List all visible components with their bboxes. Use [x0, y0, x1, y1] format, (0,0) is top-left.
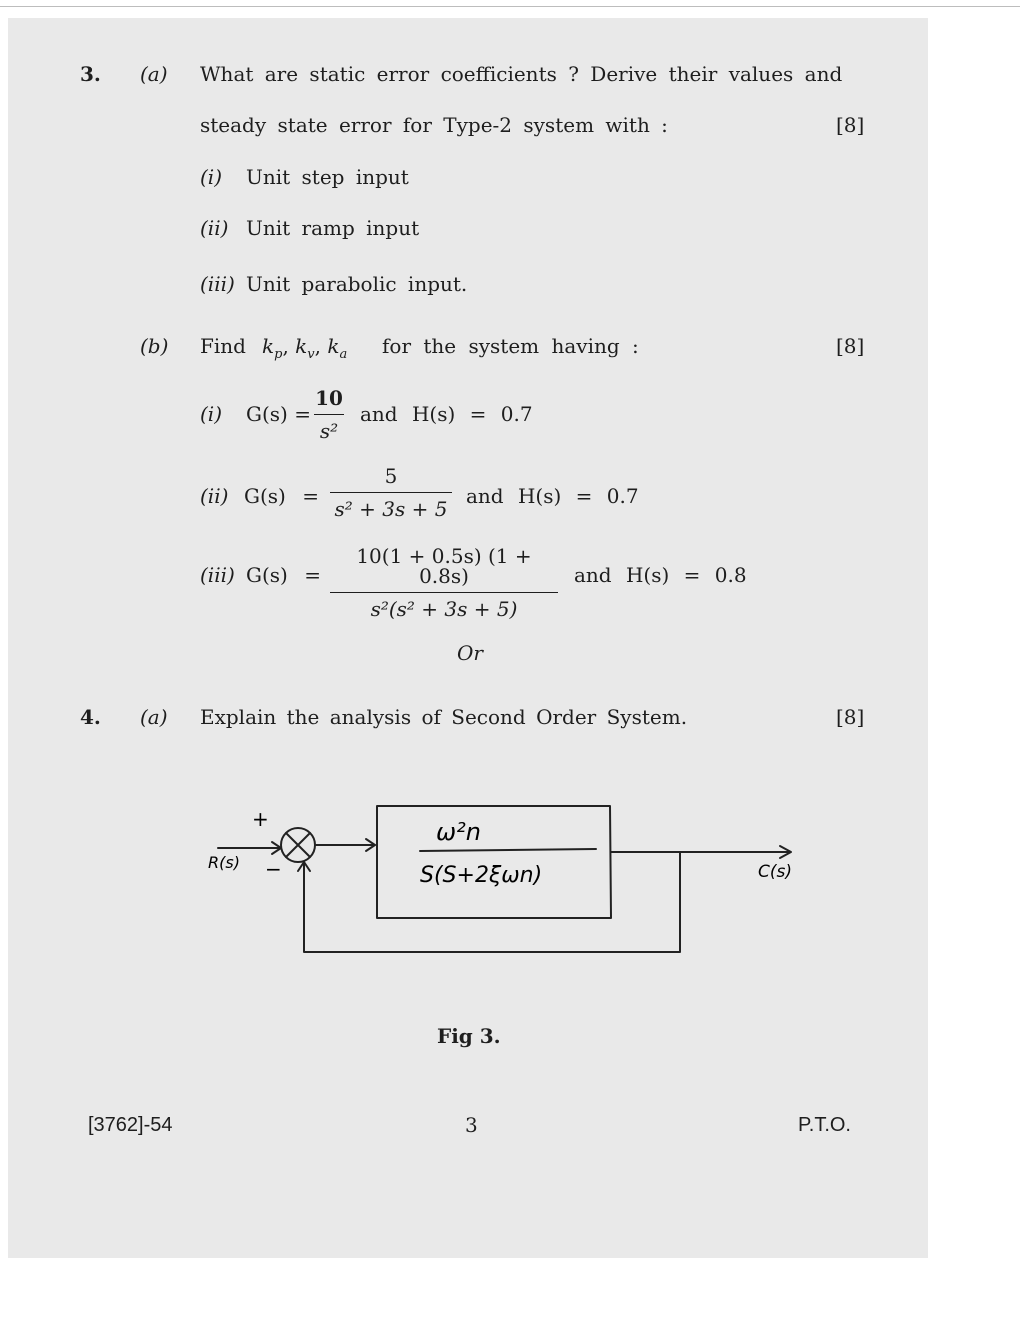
output-label: C(s): [758, 862, 792, 882]
q3b-text-tail: for the system having :: [382, 334, 639, 358]
q4a-marks: [8]: [836, 705, 865, 729]
pto-label: P.T.O.: [798, 1114, 851, 1136]
figure-caption: Fig 3.: [437, 1024, 501, 1048]
eq2-denominator: s² + 3s + 5: [334, 497, 448, 521]
q3a-line1: What are static error coefficients ? Derive their values and: [200, 62, 843, 86]
eq1-lhs: G(s) =: [246, 402, 311, 426]
q3a-item1-num: (i): [200, 165, 223, 189]
transfer-function-block: [377, 806, 611, 918]
q3a-item3-num: (iii): [200, 272, 235, 296]
plus-sign: +: [252, 807, 269, 831]
q3a-item2-num: (ii): [200, 216, 229, 240]
q3b-coefficients: $k_p$, $k_v$, $k_a$: [262, 334, 348, 362]
eq3-denominator: s²(s² + 3s + 5): [370, 597, 518, 621]
block-denominator: S(S+2ξωn): [420, 863, 543, 888]
eq1-rhs: and H(s) = 0.7: [360, 402, 533, 426]
kv-symbol: k: [295, 334, 308, 358]
transfer-function-bar: [420, 849, 596, 851]
summing-junction-cross: [286, 833, 310, 857]
eq3-lhs: G(s) =: [246, 563, 321, 587]
ka-subscript: a: [339, 347, 348, 362]
eq1-numerator: 10: [315, 386, 343, 410]
eq3-rhs: and H(s) = 0.8: [574, 563, 747, 587]
q3b-marks: [8]: [836, 334, 865, 358]
eq1-denominator: s²: [319, 419, 339, 443]
q3a-marks: [8]: [836, 113, 865, 137]
kp-symbol: k: [262, 334, 275, 358]
eq3-num: (iii): [200, 563, 235, 587]
q3a-item1-text: Unit step input: [246, 165, 409, 189]
eq2-lhs: G(s) =: [244, 484, 319, 508]
eq2-num: (ii): [200, 484, 229, 508]
q3b-find: Find: [200, 334, 246, 358]
q3a-item3-text: Unit parabolic input.: [246, 272, 468, 296]
q3a-line2: steady state error for Type-2 system with :: [200, 113, 668, 137]
q3b-label: (b): [140, 334, 169, 358]
q4-number: 4.: [80, 705, 101, 729]
q4a-text: Explain the analysis of Second Order System.: [200, 705, 688, 729]
q3a-item2-text: Unit ramp input: [246, 216, 420, 240]
kv-subscript: v: [307, 347, 315, 362]
page-number: 3: [465, 1113, 478, 1137]
eq2-numerator: 5: [384, 464, 398, 488]
eq1-num: (i): [200, 402, 223, 426]
or-separator: Or: [457, 641, 483, 665]
eq3-numerator: 10(1 + 0.5s) (1 + 0.8s): [356, 544, 532, 588]
minus-sign: −: [265, 857, 282, 881]
eq2-rhs: and H(s) = 0.7: [466, 484, 639, 508]
q3a-label: (a): [140, 62, 168, 86]
block-numerator: ω²n: [436, 818, 481, 846]
paper-code: [3762]-54: [88, 1114, 173, 1136]
q4a-label: (a): [140, 705, 168, 729]
kp-subscript: p: [274, 347, 283, 362]
input-label: R(s): [208, 853, 240, 872]
ka-symbol: k: [327, 334, 340, 358]
q3-number: 3.: [80, 62, 101, 86]
